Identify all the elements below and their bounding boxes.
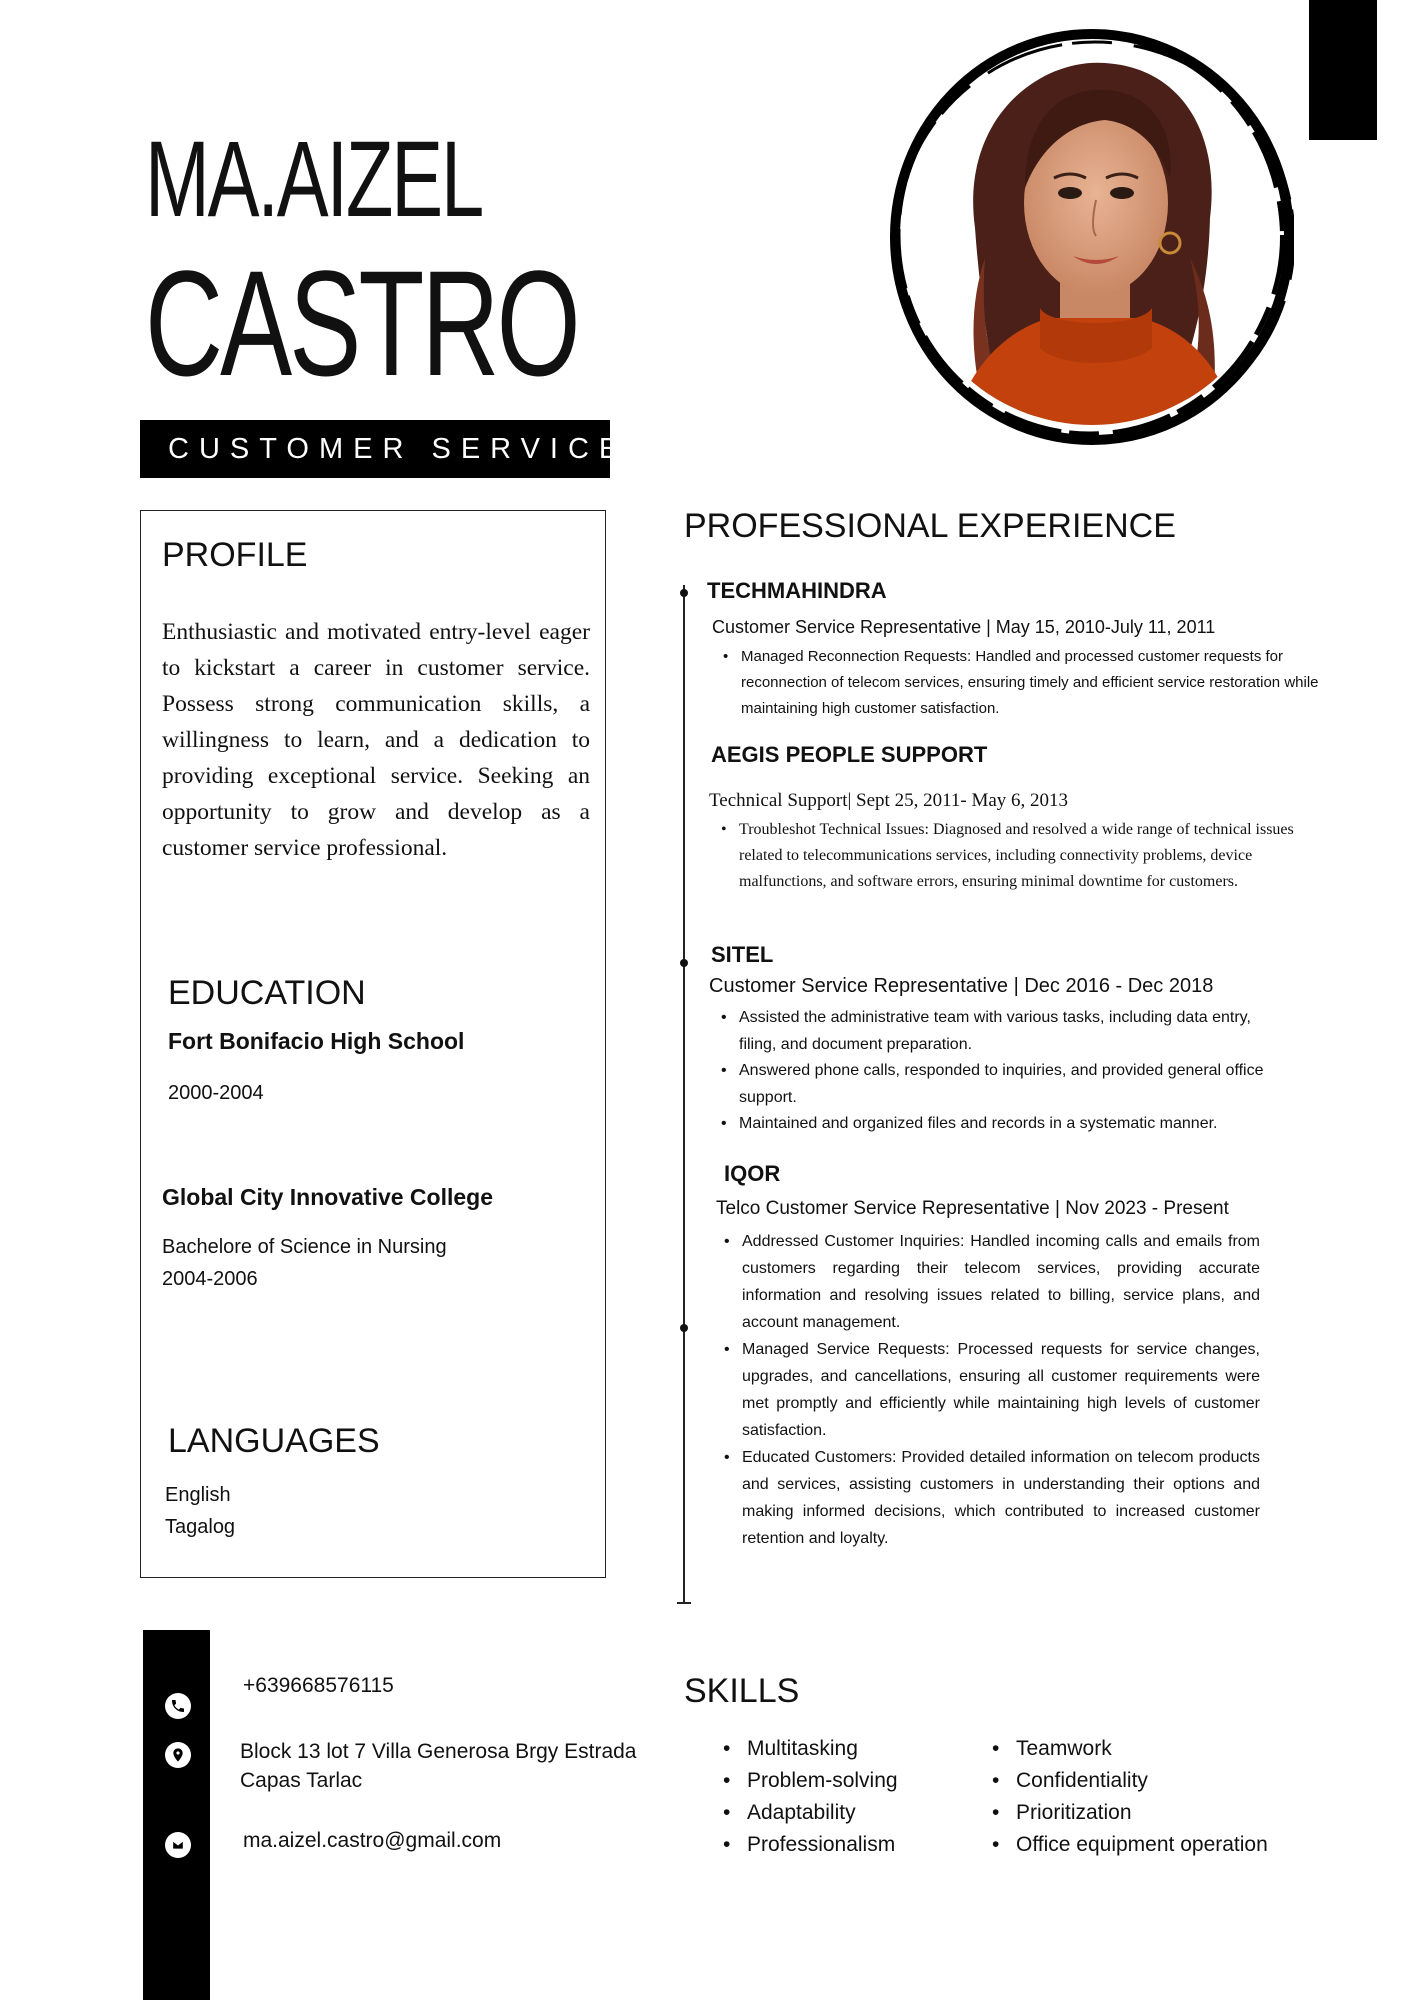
job-bullets — [739, 1005, 1284, 1138]
address-line: Block 13 lot 7 Villa Generosa Brgy Estrada — [240, 1740, 637, 1763]
last-name: CASTRO — [145, 239, 578, 407]
job-role: Technical Support| Sept 25, 2011- May 6, 2013 — [709, 790, 1069, 811]
skill-item: • Adaptability — [747, 1797, 898, 1829]
job-bullet: • Managed Reconnection Requests: Handled and processed customer requests for reconnection of telecom services, ensuring timely and efficient service restoration while maintaining high customer satisfaction. — [741, 644, 1321, 722]
job-bullet: • Assisted the administrative team with various tasks, including data entry, filing, and document preparation. — [739, 1005, 1284, 1058]
timeline-dot — [680, 959, 688, 967]
job-bullet: • Managed Service Requests: Processed requests for service changes, upgrades, and cancellations, ensuring all customer requirements were met promptly and efficiently while maintaining high levels of customer satisfaction. — [742, 1336, 1260, 1444]
skill-item: • Problem-solving — [747, 1765, 898, 1797]
skills-list-left — [747, 1733, 898, 1861]
location-pin-icon — [165, 1742, 191, 1768]
timeline-dot — [680, 1324, 688, 1332]
timeline-end — [677, 1602, 691, 1604]
contact-sidebar — [143, 1630, 210, 2000]
timeline-line — [683, 585, 685, 1603]
education-school: Fort Bonifacio High School — [168, 1028, 465, 1054]
address-line: Capas Tarlac — [240, 1769, 363, 1792]
skill-item: • Teamwork — [1016, 1733, 1268, 1765]
timeline-dot — [680, 589, 688, 597]
skills-list-right — [1016, 1733, 1268, 1861]
education-heading: EDUCATION — [168, 974, 366, 1012]
education-degree: Bachelore of Science in Nursing — [162, 1236, 447, 1258]
language-item: Tagalog — [165, 1516, 236, 1538]
skill-item: • Prioritization — [1016, 1797, 1268, 1829]
job-role: Customer Service Representative | Dec 2016 - Dec 2018 — [709, 975, 1214, 997]
languages-list — [165, 1479, 235, 1543]
skill-item: • Office equipment operation — [1016, 1829, 1268, 1861]
skill-item: • Confidentiality — [1016, 1765, 1268, 1797]
experience-heading: PROFESSIONAL EXPERIENCE — [684, 507, 1176, 545]
contact-address — [240, 1737, 637, 1795]
skill-item: • Professionalism — [747, 1829, 898, 1861]
phone-icon — [165, 1693, 191, 1719]
job-title-bar — [140, 420, 629, 478]
job-bullet: • Maintained and organized files and records in a systematic manner. — [739, 1111, 1284, 1138]
profile-photo — [890, 28, 1294, 446]
language-item: English — [165, 1484, 231, 1506]
email-icon — [165, 1832, 191, 1858]
skill-item: • Multitasking — [747, 1733, 898, 1765]
job-bullet: • Answered phone calls, responded to inquiries, and provided general office support. — [739, 1058, 1284, 1111]
job-company: AEGIS PEOPLE SUPPORT — [711, 742, 988, 767]
job-bullets — [739, 817, 1314, 895]
first-name: MA.AIZEL — [145, 118, 483, 239]
contact-email: ma.aizel.castro@gmail.com — [243, 1829, 502, 1852]
skills-heading: SKILLS — [684, 1672, 800, 1710]
job-role: Telco Customer Service Representative | Nov 2023 - Present — [716, 1198, 1229, 1219]
job-company: IQOR — [724, 1161, 781, 1186]
job-company: SITEL — [711, 942, 774, 967]
education-school: Global City Innovative College — [162, 1184, 494, 1210]
job-bullets — [741, 644, 1321, 722]
job-bullet: • Troubleshot Technical Issues: Diagnosed and resolved a wide range of technical issues related to telecommunications services, including connectivity problems, device malfunctions, and software errors, ensuring minimal downtime for customers. — [739, 817, 1314, 895]
job-bullet: • Educated Customers: Provided detailed information on telecom products and services, assisting customers in understanding their options and making informed decisions, which contributed to increased customer retention and loyalty. — [742, 1444, 1260, 1552]
corner-decoration — [1309, 0, 1377, 140]
job-company: TECHMAHINDRA — [707, 578, 887, 603]
education-years: 2000-2004 — [168, 1082, 264, 1104]
job-bullets — [742, 1228, 1260, 1552]
profile-summary: Enthusiastic and motivated entry-level eager to kickstart a career in customer service. Possess strong communication skills, a willingness to learn, and a dedication to providing exceptional service. Seeking an opportunity to grow and develop as a customer service professional. — [162, 619, 590, 861]
job-bullet: • Addressed Customer Inquiries: Handled incoming calls and emails from customers regarding their telecom services, providing accurate information and resolving issues related to billing, service plans, and account management. — [742, 1228, 1260, 1336]
job-title: CUSTOMER SERVICE — [168, 432, 629, 465]
profile-heading: PROFILE — [162, 536, 308, 574]
contact-phone: +639668576115 — [243, 1674, 394, 1697]
languages-heading: LANGUAGES — [168, 1422, 380, 1460]
job-role: Customer Service Representative | May 15, 2010-July 11, 2011 — [712, 617, 1216, 637]
education-years: 2004-2006 — [162, 1268, 258, 1290]
